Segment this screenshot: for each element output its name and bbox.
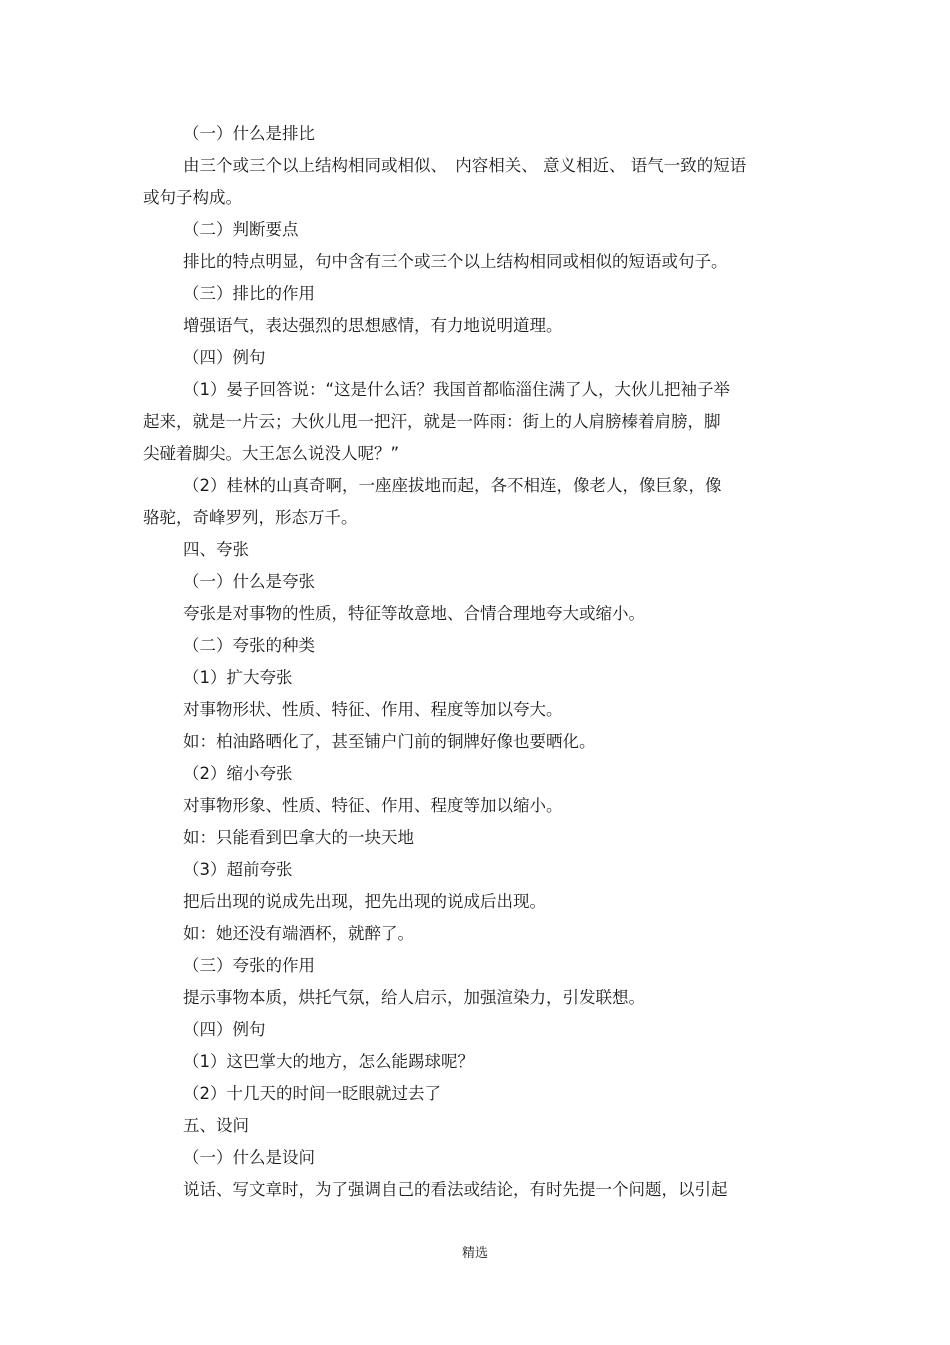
heading-hyperbole-function: （三）夸张的作用 [183, 956, 315, 975]
heading-examples: （四）例句 [183, 1020, 266, 1039]
paragraph-line: 如：只能看到巴拿大的一块天地 [183, 828, 414, 847]
paragraph-line: （2）十几天的时间一眨眼就过去了 [183, 1084, 441, 1103]
heading-judgement-points: （二）判断要点 [183, 220, 299, 239]
paragraph-line: 说话、写文章时，为了强调自己的看法或结论，有时先提一个问题，以引起 [183, 1180, 728, 1199]
heading-what-is-parallelism: （一）什么是排比 [183, 124, 315, 143]
section-heading-hyperbole: 四、夸张 [183, 540, 249, 559]
paragraph-line: 增强语气，表达强烈的思想感情，有力地说明道理。 [183, 316, 563, 335]
paragraph-line: 对事物形象、性质、特征、作用、程度等加以缩小。 [183, 796, 563, 815]
paragraph-line: 如：她还没有端酒杯，就醉了。 [183, 924, 414, 943]
paragraph-line: 骆驼，奇峰罗列，形态万千。 [143, 508, 358, 527]
paragraph-line: 提示事物本质，烘托气氛，给人启示，加强渲染力，引发联想。 [183, 988, 645, 1007]
heading-parallelism-function: （三）排比的作用 [183, 284, 315, 303]
subheading-line: （2）缩小夸张 [183, 764, 293, 783]
heading-what-is-rhetorical-question: （一）什么是设问 [183, 1148, 315, 1167]
paragraph-line: 或句子构成。 [143, 188, 242, 207]
paragraph-line: 起来，就是一片云；大伙儿甩一把汗，就是一阵雨：街上的人肩膀榛着肩膀，脚 [143, 412, 721, 431]
paragraph-line: 尖碰着脚尖。大王怎么说没人呢？” [143, 444, 400, 463]
paragraph-line: （2）桂林的山真奇啊，一座座拔地而起，各不相连，像老人，像巨象，像 [183, 476, 722, 495]
paragraph-line: 排比的特点明显，句中含有三个或三个以上结构相同或相似的短语或句子。 [183, 252, 728, 271]
heading-hyperbole-types: （二）夸张的种类 [183, 636, 315, 655]
paragraph-line: （1）晏子回答说：“这是什么话？我国首都临淄住满了人，大伙儿把袖子举 [183, 380, 731, 399]
paragraph-line: 把后出现的说成先出现，把先出现的说成后出现。 [183, 892, 546, 911]
paragraph-line: 对事物形状、性质、特征、作用、程度等加以夸大。 [183, 700, 563, 719]
heading-examples: （四）例句 [183, 348, 266, 367]
section-heading-rhetorical-question: 五、设问 [183, 1116, 249, 1135]
paragraph-line: 如：柏油路晒化了，甚至铺户门前的铜牌好像也要晒化。 [183, 732, 596, 751]
paragraph-line: 夸张是对事物的性质，特征等故意地、合情合理地夸大或缩小。 [183, 604, 645, 623]
subheading-line: （1）扩大夸张 [183, 668, 293, 687]
page-footer-label: 精选 [461, 1246, 488, 1261]
paragraph-line: 由三个或三个以上结构相同或相似、 内容相关、 意义相近、 语气一致的短语 [183, 156, 747, 175]
paragraph-line: （1）这巴掌大的地方，怎么能踢球呢？ [183, 1052, 474, 1071]
heading-what-is-hyperbole: （一）什么是夸张 [183, 572, 315, 591]
subheading-line: （3）超前夸张 [183, 860, 293, 879]
